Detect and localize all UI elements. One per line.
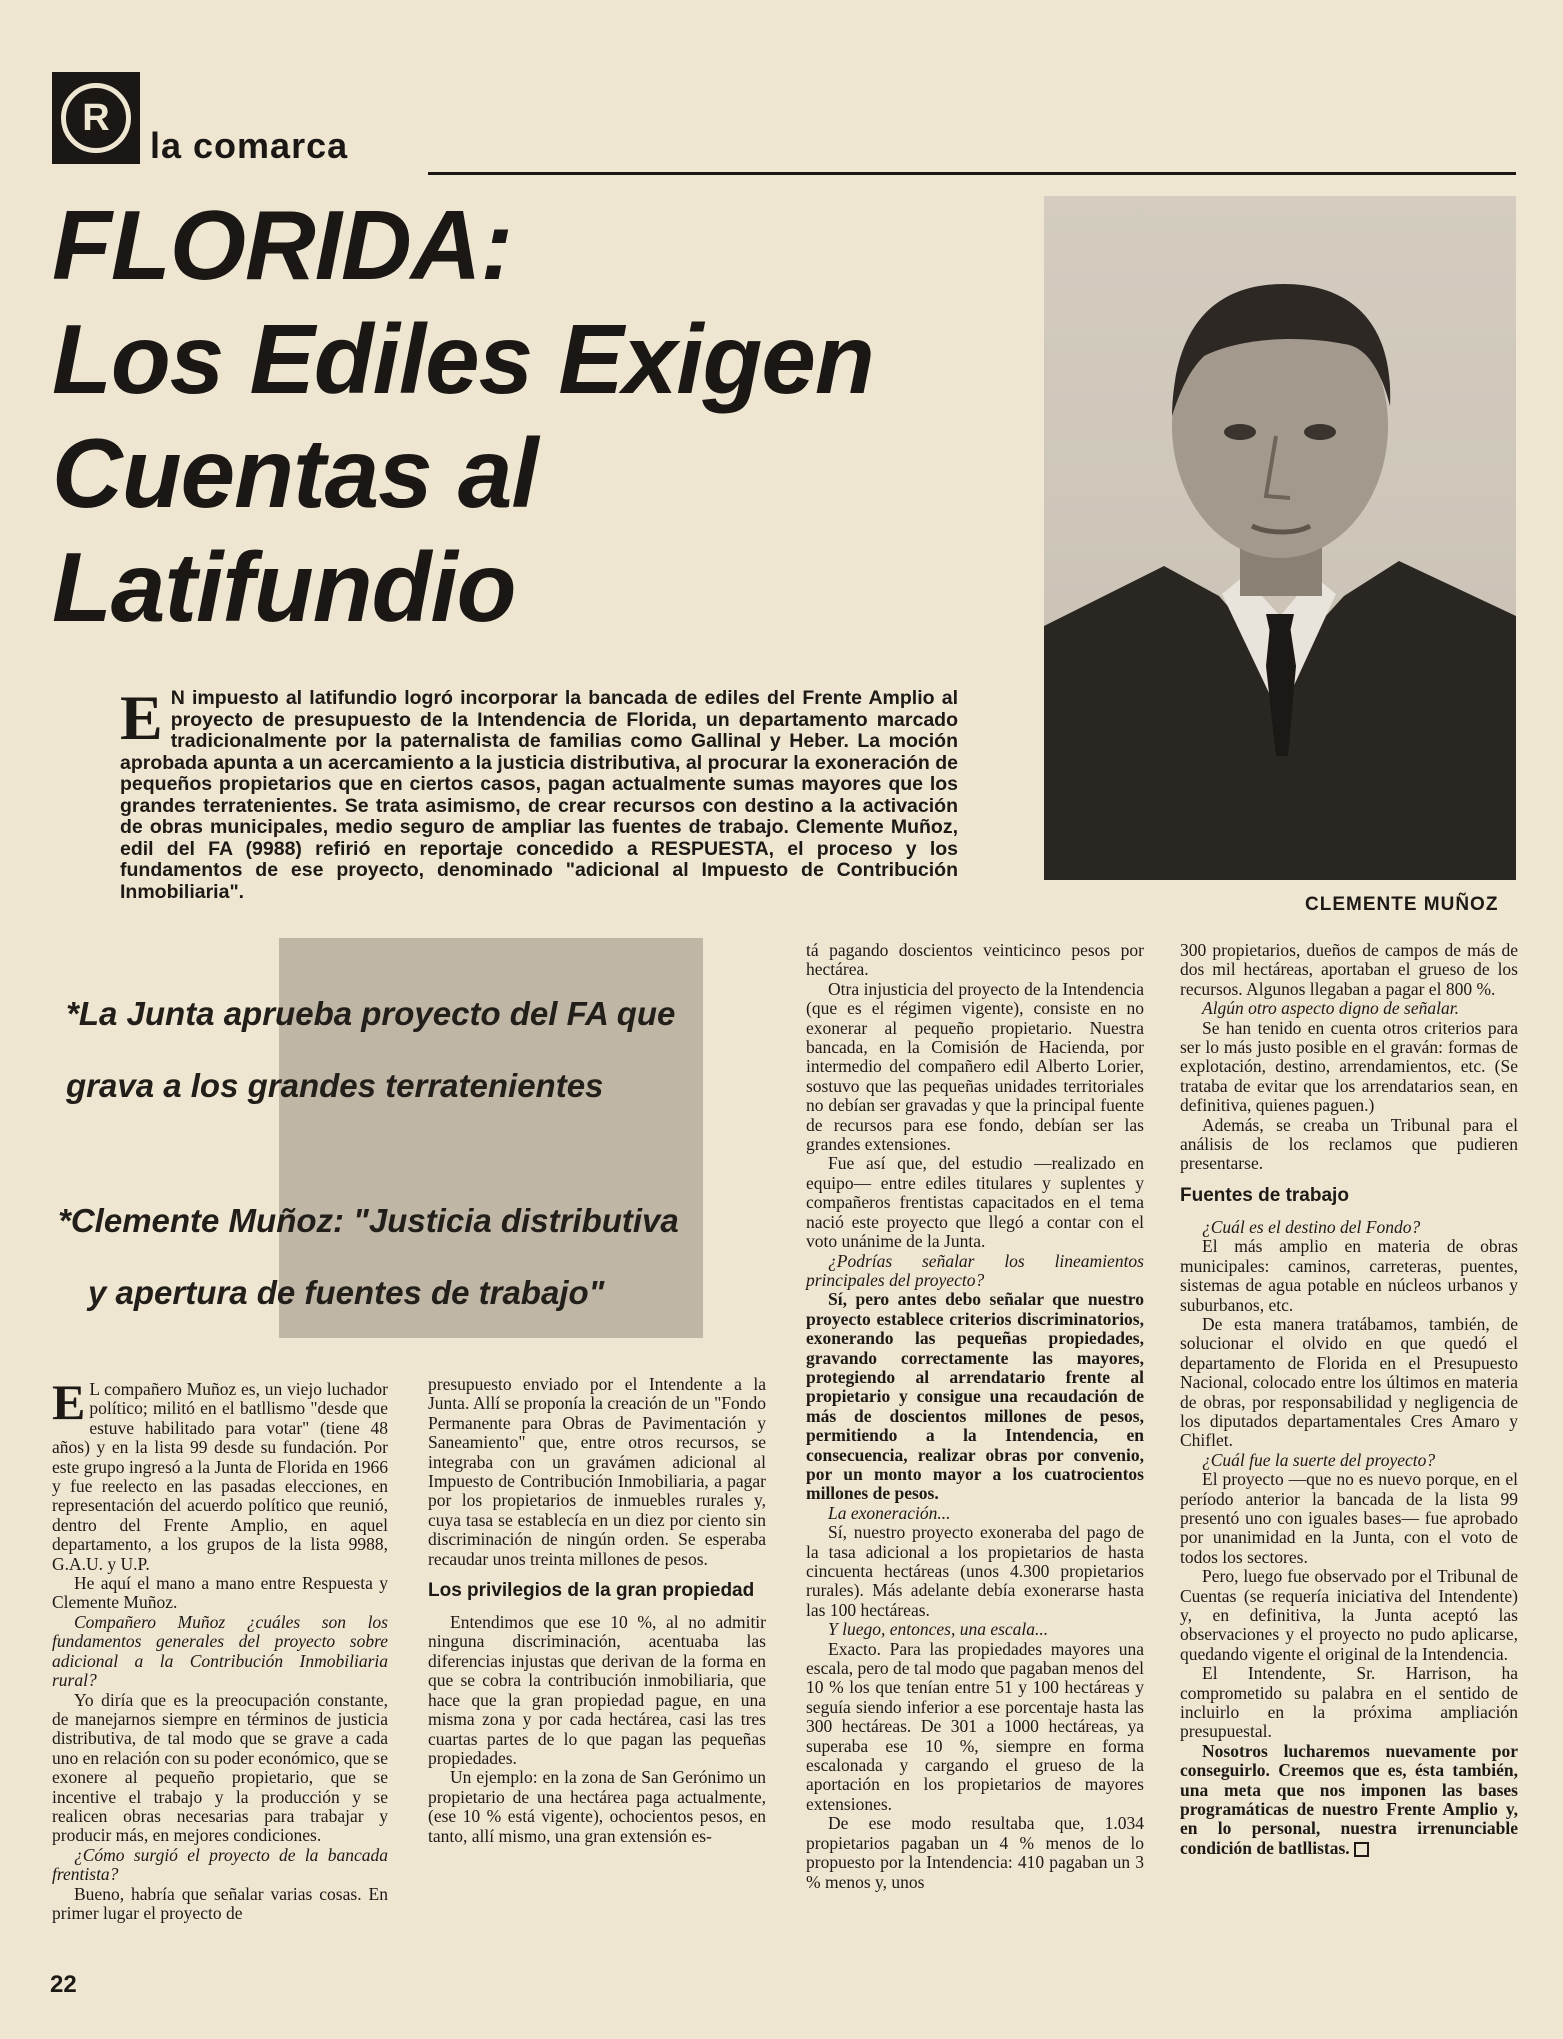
col4-paragraph: De esta manera tratábamos, también, de solucionar el olvido en que quedó el departamento de Florida en el Presupuesto Nacional, colocado entre los últimos en materia de obras, por responsabilidad y negligencia de los diputados departamentales Cres Amaro y Chiflet. (1180, 1313, 1518, 1451)
respuesta-logo-icon (52, 72, 140, 164)
col3-paragraph: Sí, pero antes debo señalar que nuestro proyecto establece criterios discriminatorios, exonerando las pequeñas propiedades, gravando correctamente las mayores, protegiendo al arrendatario frente al propietario y consigue una recaudación de más de doscientos millones de pesos, permitiendo a la Intendencia, en consecuencia, realizar obras por convenio, por un monto mayor a los cuatrocientos millones de pesos. (806, 1289, 1144, 1504)
headline (52, 188, 1012, 644)
col1-question: ¿Cómo surgió el proyecto de la bancada frentista? (52, 1844, 388, 1885)
headline-line-1: FLORIDA: (52, 190, 513, 300)
col3-paragraph: Exacto. Para las propiedades mayores una escala, pero de tal modo que pagaban menos del 10 % los que tenían entre 51 y 100 hectáreas y seguía siendo inferior a ese porcentaje hasta las 300 hectáreas. De 301 a 1000 hectáreas, ya superaba ese 10 %, siempre en forma escalonada y cargando el grueso de la aportación en los propietarios de mayores extensiones. (806, 1638, 1144, 1814)
col2-subheading: Los privilegios de la gran propiedad (428, 1580, 755, 1602)
column-2 (428, 1375, 766, 1846)
col3-question: La exoneración... (828, 1502, 951, 1523)
lead-paragraph (120, 682, 958, 903)
portrait-photo (1044, 196, 1516, 880)
lead-text: N impuesto al latifundio logró incorporar la bancada de ediles del Frente Amplio al proyecto de presupuesto de la Intendencia de Florida, un departamento marcado tradicionalmente por la paternalista de familias como Gallinal y Heber. La moción aprobada apunta a un acercamiento a la justicia distributiva, al procurar la exoneración de pequeños propietarios que en ciertos casos, pagan actualmente sumas mayores que los grandes terratenientes. Se trata asimismo, de crear recursos con destino a la activación de obras municipales, medio seguro de ampliar las fuentes de trabajo. Clemente Muñoz, edil del FA (9988) refirió en reportaje concedido a RESPUESTA, el proceso y los fundamentos de ese proyecto, denominado "adicional al Impuesto de Contribución Inmobiliaria". (120, 687, 958, 903)
col4-paragraph: El Intendente, Sr. Harrison, ha comprometido su palabra en el sentido de incluirlo en la próxima ampliación presupuestal. (1180, 1663, 1518, 1742)
col2-paragraph: Entendimos que ese 10 %, al no admitir ninguna discriminación, acentuaba las diferencias injustas que derivan de la forma en que se cobra la contribución inmobiliaria, que hace que la gran propiedad pague, en una misma zona y por cada hectárea, casi las tres cuartas partes de lo que pagan las pequeñas propiedades. (428, 1612, 766, 1768)
headline-line-2: Los Ediles Exigen (52, 304, 874, 414)
col4-paragraph (1180, 1742, 1518, 1858)
col4-question: ¿Cuál es el destino del Fondo? (1202, 1216, 1421, 1237)
pullquote-line-2: grava a los grandes terratenientes (66, 1067, 604, 1104)
lead-dropcap: E (120, 682, 163, 753)
col1-question: Compañero Muñoz ¿cuáles son los fundamentos generales del proyecto sobre adicional a la Contribución Inmobiliaria rural? (52, 1611, 388, 1691)
col2-paragraph: presupuesto enviado por el Intendente a la Junta. Allí se proponía la creación de un "Fondo Permanente para Obras de Pavimentación y Saneamiento" que, entre otros recursos, se integraba con un gravámen adicional al Impuesto de Contribución Inmobiliaria, a pagar por los propietarios de inmuebles rurales y, cuya tasa se establecía en un diez por ciento sin discriminación de ningún orden. Se esperaba recaudar unos treinta millones de pesos. (428, 1374, 766, 1569)
col4-paragraph: Pero, luego fue observado por el Tribunal de Cuentas (se requería iniciativa del Intendente) y, en definitiva, la Junta aceptó las observaciones y el proyecto no pudo aplicarse, quedando vigente el original de la Intendencia. (1180, 1566, 1518, 1664)
col3-paragraph: tá pagando doscientos veinticinco pesos por hectárea. (806, 940, 1144, 980)
logo-letter: R (61, 83, 131, 153)
pullquote-line-3: *Clemente Muñoz: "Justicia distributiva (58, 1202, 679, 1239)
headline-line-4: Latifundio (52, 532, 516, 642)
col4-question: Algún otro aspecto digno de señalar. (1202, 998, 1459, 1019)
pullquote-line-1: *La Junta aprueba proyecto del FA que (66, 995, 676, 1032)
col2-paragraph: Un ejemplo: en la zona de San Gerónimo un propietario de una hectárea paga actualmente, (ese 10 % está vigente), ochocientos pesos, en tanto, allí mismo, una gran extensión es- (428, 1767, 766, 1846)
page-number: 22 (50, 1971, 77, 1998)
portrait-illustration (1044, 196, 1516, 880)
col4-paragraph: Además, se creaba un Tribunal para el análisis de los reclamos que pudieren presentarse. (1180, 1114, 1518, 1174)
column-3 (806, 941, 1144, 1892)
col3-paragraph: De ese modo resultaba que, 1.034 propietarios pagaban un 4 % menos de lo propuesto por la Intendencia: 410 pagaban un 3 % menos y, unos (806, 1813, 1144, 1892)
col4-paragraph: El proyecto —que no es nuevo porque, en el período anterior la bancada de la lista 99 presentó uno con iguales bases— fue aprobado por unanimidad en la Junta, con el voto de todos los sectores. (1180, 1469, 1518, 1567)
column-4 (1180, 941, 1518, 1858)
col1-paragraph: Bueno, habría que señalar varias cosas. En primer lugar el proyecto de (52, 1883, 388, 1923)
col3-paragraph: Fue así que, del estudio —realizado en equipo— entre ediles titulares y suplentes y compañeros frentistas capacitados en el tema nació este proyecto que llegó a contar con el voto unánime de la Junta. (806, 1153, 1144, 1252)
column-1 (52, 1374, 388, 1923)
section-label: la comarca (150, 125, 349, 166)
col3-paragraph: Otra injusticia del proyecto de la Intendencia (que es el régimen vigente), consiste en no exonerar al pequeño propietario. Nuestra bancada, en la Comisión de Hacienda, por intermedio del compañero edil Alberto Lorier, sostuvo que las pequeñas unidades territoriales no debían ser gravadas y que la principal fuente de recursos para ese fondo, debían ser las grandes extensiones. (806, 978, 1144, 1155)
col4-paragraph: El más amplio en materia de obras municipales: caminos, carreteras, puentes, sistemas de agua potable en núcleos urbanos y suburbanos, etc. (1180, 1236, 1518, 1315)
col1-paragraph (52, 1374, 388, 1574)
col4-paragraph: 300 propietarios, dueños de campos de más de dos mil hectáreas, aportaban el grueso de los recursos. Algunos llegaban a pagar el 800 %. (1180, 940, 1518, 999)
photo-caption: CLEMENTE MUÑOZ (1305, 894, 1499, 915)
section-rule (428, 172, 1516, 175)
col1-dropcap: E (52, 1374, 86, 1430)
col3-question: Y luego, entonces, una escala... (828, 1619, 1049, 1640)
headline-line-3: Cuentas al (52, 418, 538, 528)
col1-paragraph: Yo diría que es la preocupación constante, de manejarnos siempre en términos de justicia distributiva, de tal modo que se grave a cada uno en relación con su poder económico, que se exonere al pequeño propietario, que se incentive el trabajo y la producción y se realicen obras necesarias para trabajar y producir más, en mejores condiciones. (52, 1689, 388, 1846)
end-mark-icon (1354, 1842, 1369, 1857)
col4-closing-text: Nosotros lucharemos nuevamente por conseguirlo. Creemos que es, ésta también, una meta que nos imponen las bases programáticas de nuestro Frente Amplio y, en lo personal, nuestra irrenunciable condición de batllistas. (1180, 1740, 1518, 1858)
col1-paragraph: He aquí el mano a mano entre Respuesta y Clemente Muñoz. (52, 1573, 388, 1613)
col1-text: L compañero Muñoz es, un viejo luchador político; militó en el batllismo "desde que estuve habilitado para votar" (tiene 48 años) y en la lista 99 desde su fundación. Por este grupo ingresó a la Junta de Florida en 1966 y fue reelecto en las pasadas elecciones, en representación del acuerdo político que reunió, dentro del Frente Amplio, en aquel departamento, a los grupos de la lista 9988, G.A.U. y U.P. (52, 1379, 388, 1574)
col3-question: ¿Podrías señalar los lineamientos principales del proyecto? (806, 1250, 1144, 1290)
pullquote-line-4: y apertura de fuentes de trabajo" (88, 1274, 605, 1311)
col4-subheading: Fuentes de trabajo (1180, 1184, 1349, 1206)
col4-question: ¿Cuál fue la suerte del proyecto? (1202, 1449, 1436, 1470)
col4-paragraph: Se han tenido en cuenta otros criterios para ser lo más justo posible en el graván: formas de explotación, destino, arrendamientos, etc. (Se trataba de evitar que los arrendatarios sean, en definitiva, quienes paguen.) (1180, 1017, 1518, 1116)
col3-paragraph: Sí, nuestro proyecto exoneraba del pago de la tasa adicional a los propietarios de hasta cincuenta hectáreas (unos 4.300 propietarios rurales). Más adelante debía exonerarse hasta las 100 hectáreas. (806, 1522, 1144, 1620)
